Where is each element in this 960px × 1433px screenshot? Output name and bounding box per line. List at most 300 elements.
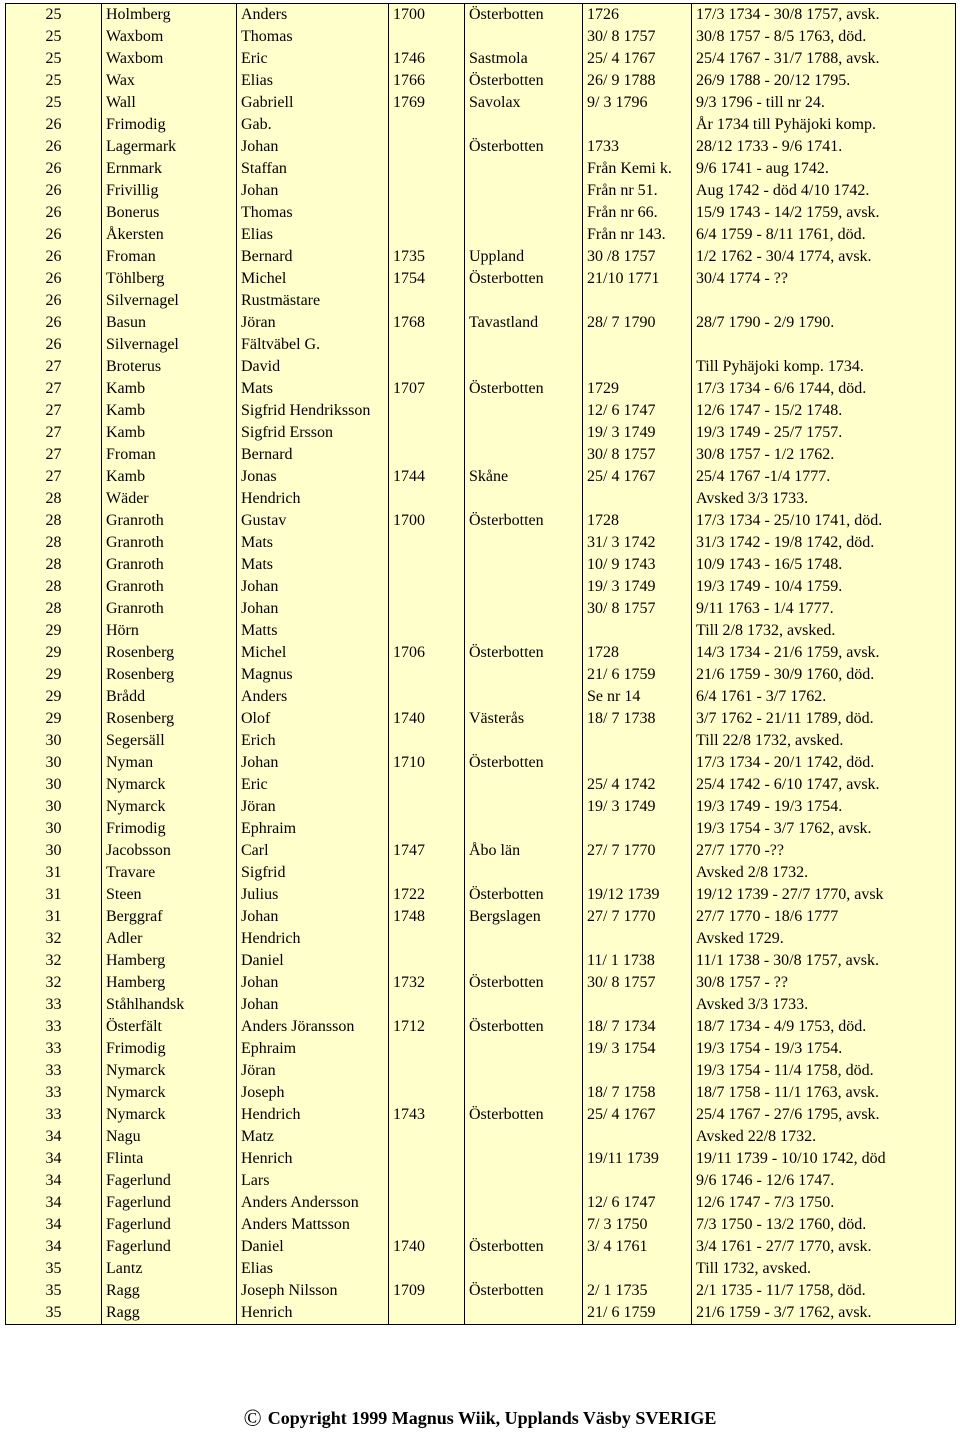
number-cell: 30 — [6, 774, 102, 796]
service-cell: 27/7 1770 - 18/6 1777 — [692, 906, 956, 928]
table-row — [6, 1016, 956, 1038]
given-name-cell: Joseph Nilsson — [237, 1280, 389, 1302]
number-cell: 29 — [6, 620, 102, 642]
origin-cell — [465, 1126, 583, 1148]
table-row — [6, 224, 956, 246]
table-row — [6, 554, 956, 576]
origin-cell — [465, 444, 583, 466]
origin-cell: Österbotten — [465, 136, 583, 158]
given-name-cell: Sigfrid — [237, 862, 389, 884]
number-cell: 33 — [6, 1082, 102, 1104]
service-cell: Avsked 3/3 1733. — [692, 994, 956, 1016]
origin-cell: Uppland — [465, 246, 583, 268]
table-row — [6, 1082, 956, 1104]
number-cell: 31 — [6, 884, 102, 906]
table-row — [6, 1280, 956, 1302]
birth-year-cell — [389, 356, 465, 378]
enlisted-cell: 25/ 4 1767 — [583, 466, 692, 488]
given-name-cell: Johan — [237, 598, 389, 620]
given-name-cell: Olof — [237, 708, 389, 730]
birth-year-cell — [389, 686, 465, 708]
number-cell: 34 — [6, 1192, 102, 1214]
given-name-cell: Johan — [237, 972, 389, 994]
enlisted-cell: 30/ 8 1757 — [583, 598, 692, 620]
enlisted-cell — [583, 862, 692, 884]
surname-cell: Hamberg — [102, 972, 237, 994]
given-name-cell: Magnus — [237, 664, 389, 686]
origin-cell — [465, 928, 583, 950]
birth-year-cell: 1754 — [389, 268, 465, 290]
table-row — [6, 268, 956, 290]
table-row — [6, 1104, 956, 1126]
number-cell: 26 — [6, 312, 102, 334]
surname-cell: Brådd — [102, 686, 237, 708]
origin-cell — [465, 1148, 583, 1170]
birth-year-cell — [389, 444, 465, 466]
surname-cell: Kamb — [102, 466, 237, 488]
birth-year-cell: 1743 — [389, 1104, 465, 1126]
surname-cell: Granroth — [102, 576, 237, 598]
surname-cell: Nymarck — [102, 1060, 237, 1082]
surname-cell: Ragg — [102, 1280, 237, 1302]
birth-year-cell — [389, 862, 465, 884]
origin-cell: Västerås — [465, 708, 583, 730]
enlisted-cell — [583, 1060, 692, 1082]
surname-cell: Fagerlund — [102, 1236, 237, 1258]
given-name-cell: Johan — [237, 906, 389, 928]
given-name-cell: Mats — [237, 532, 389, 554]
table-row — [6, 1170, 956, 1192]
origin-cell: Österbotten — [465, 1280, 583, 1302]
table-row — [6, 70, 956, 92]
origin-cell — [465, 1060, 583, 1082]
surname-cell: Waxbom — [102, 26, 237, 48]
origin-cell: Österbotten — [465, 378, 583, 400]
number-cell: 30 — [6, 840, 102, 862]
given-name-cell: Matz — [237, 1126, 389, 1148]
number-cell: 34 — [6, 1170, 102, 1192]
given-name-cell: Thomas — [237, 202, 389, 224]
service-cell: 17/3 1734 - 30/8 1757, avsk. — [692, 4, 956, 27]
birth-year-cell — [389, 730, 465, 752]
enlisted-cell: 30/ 8 1757 — [583, 972, 692, 994]
surname-cell: Frivillig — [102, 180, 237, 202]
number-cell: 26 — [6, 114, 102, 136]
enlisted-cell: 1726 — [583, 4, 692, 27]
number-cell: 26 — [6, 136, 102, 158]
birth-year-cell — [389, 400, 465, 422]
given-name-cell: Hendrich — [237, 928, 389, 950]
service-cell: Till Pyhäjoki komp. 1734. — [692, 356, 956, 378]
given-name-cell: Fältväbel G. — [237, 334, 389, 356]
number-cell: 32 — [6, 950, 102, 972]
birth-year-cell — [389, 1302, 465, 1325]
origin-cell: Bergslagen — [465, 906, 583, 928]
surname-cell: Waxbom — [102, 48, 237, 70]
number-cell: 25 — [6, 48, 102, 70]
birth-year-cell: 1747 — [389, 840, 465, 862]
origin-cell — [465, 488, 583, 510]
enlisted-cell: 27/ 7 1770 — [583, 840, 692, 862]
table-row — [6, 642, 956, 664]
given-name-cell: Thomas — [237, 26, 389, 48]
table-row — [6, 1192, 956, 1214]
service-cell: Avsked 2/8 1732. — [692, 862, 956, 884]
table-row — [6, 664, 956, 686]
service-cell: Avsked 3/3 1733. — [692, 488, 956, 510]
service-cell: 7/3 1750 - 13/2 1760, död. — [692, 1214, 956, 1236]
given-name-cell: Erich — [237, 730, 389, 752]
given-name-cell: Anders Mattsson — [237, 1214, 389, 1236]
table-row — [6, 246, 956, 268]
given-name-cell: Johan — [237, 180, 389, 202]
surname-cell: Flinta — [102, 1148, 237, 1170]
number-cell: 25 — [6, 4, 102, 27]
origin-cell: Skåne — [465, 466, 583, 488]
birth-year-cell — [389, 488, 465, 510]
origin-cell: Österbotten — [465, 884, 583, 906]
surname-cell: Granroth — [102, 554, 237, 576]
table-row — [6, 1236, 956, 1258]
number-cell: 30 — [6, 796, 102, 818]
service-cell: Avsked 22/8 1732. — [692, 1126, 956, 1148]
birth-year-cell: 1709 — [389, 1280, 465, 1302]
origin-cell — [465, 422, 583, 444]
origin-cell: Österbotten — [465, 642, 583, 664]
number-cell: 28 — [6, 598, 102, 620]
surname-cell: Frimodig — [102, 114, 237, 136]
table-row — [6, 576, 956, 598]
number-cell: 25 — [6, 70, 102, 92]
surname-cell: Frimodig — [102, 818, 237, 840]
surname-cell: Åkersten — [102, 224, 237, 246]
given-name-cell: Jöran — [237, 1060, 389, 1082]
birth-year-cell — [389, 180, 465, 202]
birth-year-cell — [389, 1038, 465, 1060]
service-cell: 30/8 1757 - 8/5 1763, död. — [692, 26, 956, 48]
given-name-cell: Gabriell — [237, 92, 389, 114]
copyright-text: Copyright 1999 Magnus Wiik, Upplands Väsby SVERIGE — [267, 1408, 717, 1428]
surname-cell: Adler — [102, 928, 237, 950]
given-name-cell: Henrich — [237, 1148, 389, 1170]
birth-year-cell: 1748 — [389, 906, 465, 928]
service-cell — [692, 290, 956, 312]
table-row — [6, 510, 956, 532]
birth-year-cell: 1740 — [389, 708, 465, 730]
enlisted-cell — [583, 488, 692, 510]
birth-year-cell — [389, 334, 465, 356]
number-cell: 34 — [6, 1214, 102, 1236]
origin-cell — [465, 1082, 583, 1104]
birth-year-cell — [389, 1082, 465, 1104]
birth-year-cell: 1722 — [389, 884, 465, 906]
table-row — [6, 774, 956, 796]
service-cell: 27/7 1770 -?? — [692, 840, 956, 862]
origin-cell — [465, 1214, 583, 1236]
table-row — [6, 202, 956, 224]
service-cell: 9/3 1796 - till nr 24. — [692, 92, 956, 114]
service-cell: 19/3 1749 - 10/4 1759. — [692, 576, 956, 598]
birth-year-cell: 1710 — [389, 752, 465, 774]
service-cell: 1/2 1762 - 30/4 1774, avsk. — [692, 246, 956, 268]
table-row — [6, 620, 956, 642]
enlisted-cell: 18/ 7 1734 — [583, 1016, 692, 1038]
enlisted-cell: 30 /8 1757 — [583, 246, 692, 268]
surname-cell: Töhlberg — [102, 268, 237, 290]
origin-cell — [465, 950, 583, 972]
service-cell: 30/4 1774 - ?? — [692, 268, 956, 290]
enlisted-cell: Från Kemi k. — [583, 158, 692, 180]
surname-cell: Fagerlund — [102, 1170, 237, 1192]
given-name-cell: Michel — [237, 268, 389, 290]
number-cell: 35 — [6, 1258, 102, 1280]
birth-year-cell — [389, 664, 465, 686]
number-cell: 34 — [6, 1148, 102, 1170]
table-row — [6, 862, 956, 884]
birth-year-cell: 1735 — [389, 246, 465, 268]
given-name-cell: Bernard — [237, 246, 389, 268]
service-cell: 12/6 1747 - 7/3 1750. — [692, 1192, 956, 1214]
birth-year-cell — [389, 620, 465, 642]
origin-cell: Österbotten — [465, 1016, 583, 1038]
number-cell: 26 — [6, 290, 102, 312]
number-cell: 28 — [6, 554, 102, 576]
enlisted-cell: 18/ 7 1758 — [583, 1082, 692, 1104]
service-cell: 6/4 1759 - 8/11 1761, död. — [692, 224, 956, 246]
origin-cell — [465, 532, 583, 554]
number-cell: 35 — [6, 1302, 102, 1325]
enlisted-cell: 25/ 4 1767 — [583, 48, 692, 70]
origin-cell: Åbo län — [465, 840, 583, 862]
given-name-cell: Staffan — [237, 158, 389, 180]
table-row — [6, 312, 956, 334]
given-name-cell: Mats — [237, 554, 389, 576]
surname-cell: Ernmark — [102, 158, 237, 180]
table-row — [6, 906, 956, 928]
birth-year-cell — [389, 532, 465, 554]
service-cell: 30/8 1757 - ?? — [692, 972, 956, 994]
surname-cell: Nymarck — [102, 796, 237, 818]
table-row — [6, 4, 956, 27]
service-cell: 21/6 1759 - 30/9 1760, död. — [692, 664, 956, 686]
surname-cell: Silvernagel — [102, 290, 237, 312]
service-cell: 15/9 1743 - 14/2 1759, avsk. — [692, 202, 956, 224]
origin-cell — [465, 796, 583, 818]
service-cell: 25/4 1742 - 6/10 1747, avsk. — [692, 774, 956, 796]
birth-year-cell — [389, 26, 465, 48]
given-name-cell: Matts — [237, 620, 389, 642]
birth-year-cell — [389, 1060, 465, 1082]
enlisted-cell: 21/ 6 1759 — [583, 664, 692, 686]
birth-year-cell — [389, 158, 465, 180]
number-cell: 33 — [6, 994, 102, 1016]
birth-year-cell — [389, 1192, 465, 1214]
number-cell: 32 — [6, 928, 102, 950]
origin-cell — [465, 158, 583, 180]
origin-cell — [465, 598, 583, 620]
number-cell: 30 — [6, 752, 102, 774]
surname-cell: Holmberg — [102, 4, 237, 27]
birth-year-cell: 1706 — [389, 642, 465, 664]
enlisted-cell: 31/ 3 1742 — [583, 532, 692, 554]
enlisted-cell: 19/ 3 1754 — [583, 1038, 692, 1060]
origin-cell — [465, 862, 583, 884]
number-cell: 28 — [6, 576, 102, 598]
enlisted-cell: 1728 — [583, 510, 692, 532]
birth-year-cell — [389, 796, 465, 818]
table-row — [6, 92, 956, 114]
enlisted-cell: 12/ 6 1747 — [583, 1192, 692, 1214]
origin-cell — [465, 26, 583, 48]
service-cell: 19/3 1754 - 3/7 1762, avsk. — [692, 818, 956, 840]
given-name-cell: Mats — [237, 378, 389, 400]
origin-cell: Sastmola — [465, 48, 583, 70]
table-row — [6, 532, 956, 554]
table-row — [6, 972, 956, 994]
number-cell: 34 — [6, 1126, 102, 1148]
number-cell: 30 — [6, 818, 102, 840]
enlisted-cell: Se nr 14 — [583, 686, 692, 708]
surname-cell: Granroth — [102, 532, 237, 554]
surname-cell: Rosenberg — [102, 642, 237, 664]
enlisted-cell: Från nr 66. — [583, 202, 692, 224]
table-row — [6, 818, 956, 840]
enlisted-cell — [583, 1258, 692, 1280]
enlisted-cell — [583, 730, 692, 752]
table-row — [6, 1148, 956, 1170]
given-name-cell: Sigfrid Ersson — [237, 422, 389, 444]
service-cell: 6/4 1761 - 3/7 1762. — [692, 686, 956, 708]
birth-year-cell — [389, 224, 465, 246]
surname-cell: Nagu — [102, 1126, 237, 1148]
origin-cell — [465, 180, 583, 202]
service-cell: 19/3 1754 - 19/3 1754. — [692, 1038, 956, 1060]
enlisted-cell: 30/ 8 1757 — [583, 26, 692, 48]
table-row — [6, 136, 956, 158]
enlisted-cell: Från nr 51. — [583, 180, 692, 202]
surname-cell: Nyman — [102, 752, 237, 774]
origin-cell — [465, 224, 583, 246]
enlisted-cell: 21/10 1771 — [583, 268, 692, 290]
surname-cell: Jacobsson — [102, 840, 237, 862]
origin-cell — [465, 356, 583, 378]
origin-cell — [465, 290, 583, 312]
table-body — [6, 4, 956, 1325]
service-cell: 18/7 1758 - 11/1 1763, avsk. — [692, 1082, 956, 1104]
surname-cell: Nymarck — [102, 1104, 237, 1126]
enlisted-cell — [583, 620, 692, 642]
enlisted-cell — [583, 994, 692, 1016]
table-row — [6, 488, 956, 510]
service-cell: 25/4 1767 - 27/6 1795, avsk. — [692, 1104, 956, 1126]
given-name-cell: Michel — [237, 642, 389, 664]
enlisted-cell: 18/ 7 1738 — [583, 708, 692, 730]
service-cell: 17/3 1734 - 6/6 1744, död. — [692, 378, 956, 400]
enlisted-cell: 28/ 7 1790 — [583, 312, 692, 334]
surname-cell: Wäder — [102, 488, 237, 510]
service-cell: 9/6 1746 - 12/6 1747. — [692, 1170, 956, 1192]
service-cell: 28/12 1733 - 9/6 1741. — [692, 136, 956, 158]
origin-cell — [465, 818, 583, 840]
surname-cell: Lantz — [102, 1258, 237, 1280]
origin-cell — [465, 774, 583, 796]
origin-cell — [465, 1302, 583, 1325]
given-name-cell: Bernard — [237, 444, 389, 466]
given-name-cell: David — [237, 356, 389, 378]
copyright-footer — [0, 1406, 960, 1433]
surname-cell: Ragg — [102, 1302, 237, 1325]
origin-cell — [465, 994, 583, 1016]
surname-cell: Broterus — [102, 356, 237, 378]
birth-year-cell — [389, 136, 465, 158]
table-row — [6, 48, 956, 70]
origin-cell: Österbotten — [465, 70, 583, 92]
number-cell: 27 — [6, 444, 102, 466]
origin-cell: Österbotten — [465, 268, 583, 290]
table-row — [6, 796, 956, 818]
service-cell: 25/4 1767 - 31/7 1788, avsk. — [692, 48, 956, 70]
origin-cell: Savolax — [465, 92, 583, 114]
number-cell: 29 — [6, 642, 102, 664]
table-row — [6, 378, 956, 400]
given-name-cell: Jöran — [237, 312, 389, 334]
number-cell: 27 — [6, 356, 102, 378]
origin-cell — [465, 730, 583, 752]
enlisted-cell: 27/ 7 1770 — [583, 906, 692, 928]
given-name-cell: Ephraim — [237, 1038, 389, 1060]
number-cell: 34 — [6, 1236, 102, 1258]
enlisted-cell: 19/ 3 1749 — [583, 576, 692, 598]
enlisted-cell — [583, 334, 692, 356]
surname-cell: Ståhlhandsk — [102, 994, 237, 1016]
table-row — [6, 158, 956, 180]
given-name-cell: Elias — [237, 1258, 389, 1280]
origin-cell — [465, 620, 583, 642]
table-row — [6, 1258, 956, 1280]
enlisted-cell: 25/ 4 1742 — [583, 774, 692, 796]
surname-cell: Lagermark — [102, 136, 237, 158]
birth-year-cell — [389, 202, 465, 224]
enlisted-cell: 19/11 1739 — [583, 1148, 692, 1170]
service-cell: 3/7 1762 - 21/11 1789, död. — [692, 708, 956, 730]
surname-cell: Kamb — [102, 422, 237, 444]
number-cell: 26 — [6, 202, 102, 224]
given-name-cell: Sigfrid Hendriksson — [237, 400, 389, 422]
birth-year-cell: 1769 — [389, 92, 465, 114]
number-cell: 33 — [6, 1060, 102, 1082]
enlisted-cell — [583, 1170, 692, 1192]
service-cell: 14/3 1734 - 21/6 1759, avsk. — [692, 642, 956, 664]
surname-cell: Froman — [102, 444, 237, 466]
service-cell: Till 2/8 1732, avsked. — [692, 620, 956, 642]
birth-year-cell — [389, 774, 465, 796]
birth-year-cell: 1768 — [389, 312, 465, 334]
birth-year-cell: 1707 — [389, 378, 465, 400]
service-cell: 17/3 1734 - 25/10 1741, död. — [692, 510, 956, 532]
given-name-cell: Julius — [237, 884, 389, 906]
birth-year-cell — [389, 1148, 465, 1170]
surname-cell: Granroth — [102, 510, 237, 532]
copyright-symbol: © — [243, 1406, 262, 1432]
service-cell: 19/11 1739 - 10/10 1742, död — [692, 1148, 956, 1170]
birth-year-cell: 1712 — [389, 1016, 465, 1038]
given-name-cell: Gab. — [237, 114, 389, 136]
service-cell: Till 22/8 1732, avsked. — [692, 730, 956, 752]
table-row — [6, 422, 956, 444]
origin-cell — [465, 1192, 583, 1214]
service-cell: 18/7 1734 - 4/9 1753, död. — [692, 1016, 956, 1038]
table-row — [6, 290, 956, 312]
